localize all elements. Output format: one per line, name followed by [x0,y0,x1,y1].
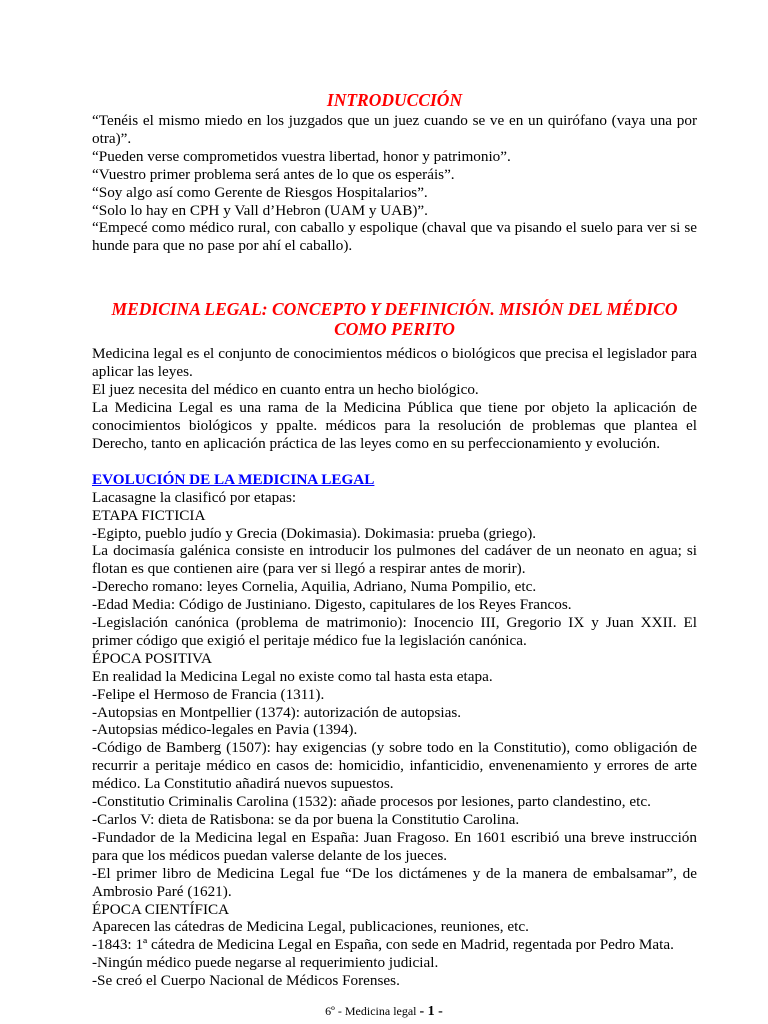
cientifica-item: -Ningún médico puede negarse al requerimiento judicial. [92,954,439,972]
page-footer [0,1004,768,1020]
medicina-legal-title: MEDICINA LEGAL: CONCEPTO Y DEFINICIÓN. MISIÓN DEL MÉDICO COMO PERITO [111,299,678,340]
ficticia-item: La docimasía galénica consiste en introducir los pulmones del cadáver de un neonato en agua; si flotan es que contienen aire (para ver si llegó a respirar antes de morir). [92,542,697,578]
intro-line: “Pueden verse comprometidos vuestra libertad, honor y patrimonio”. [92,147,511,165]
cientifica-item: Aparecen las cátedras de Medicina Legal, publicaciones, reuniones, etc. [92,918,529,936]
intro-line: “Solo lo hay en CPH y Vall d’Hebron (UAM y UAB)”. [92,201,428,219]
document-page [92,88,697,990]
medicina-paragraph: Medicina legal es el conjunto de conocimientos médicos o biológicos que precisa el legislador para aplicar las leyes. [92,345,697,381]
positiva-item: -Felipe el Hermoso de Francia (1311). [92,685,325,703]
positiva-item: En realidad la Medicina Legal no existe como tal hasta esta etapa. [92,667,493,685]
ficticia-item: -Edad Media: Código de Justiniano. Digesto, capitulares de los Reyes Francos. [92,596,572,614]
page-number: - 1 - [419,1004,443,1019]
medicina-paragraph: El juez necesita del médico en cuanto entra un hecho biológico. [92,381,479,399]
intro-title: INTRODUCCIÓN [326,90,463,110]
ficticia-item: -Derecho romano: leyes Cornelia, Aquilia, Adriano, Numa Pompilio, etc. [92,578,537,596]
footer-course: 6º - Medicina legal [325,1004,417,1018]
intro-line: “Soy algo así como Gerente de Riesgos Hospitalarios”. [92,183,428,201]
etapa-ficticia-label: ETAPA FICTICIA [92,506,206,524]
evolucion-intro: Lacasagne la clasificó por etapas: [92,488,297,506]
ficticia-item: -Legislación canónica (problema de matrimonio): Inocencio III, Gregorio IX y Juan XXII. El primer código que exigió el peritaje médico fue la legislación canónica. [92,614,697,649]
ficticia-item: -Egipto, pueblo judío y Grecia (Dokimasia). Dokimasia: prueba (griego). [92,524,537,542]
positiva-item: -Código de Bamberg (1507): hay exigencias (y sobre todo en la Constitutio), como obligación de recurrir a peritaje médico en casos de: homicidio, infanticidio, envenenamiento y errores de arte médico. La Constitutio añadirá nuevos supuestos. [92,739,697,793]
positiva-item: -Fundador de la Medicina legal en España: Juan Fragoso. En 1601 escribió una breve instrucción para que los médicos puedan valerse delante de los jueces. [92,828,697,864]
medicina-paragraph: La Medicina Legal es una rama de la Medicina Pública que tiene por objeto la aplicación de conocimientos biológicos y ppalte. médicos para la resolución de problemas que plantea el Derecho, tanto en aplicación práctica de las leyes como en su perfeccionamiento y evolución. [92,398,697,452]
cientifica-item: -Se creó el Cuerpo Nacional de Médicos Forenses. [92,972,400,990]
positiva-item: -Carlos V: dieta de Ratisbona: se da por buena la Constitutio Carolina. [92,811,520,828]
epoca-positiva-label: ÉPOCA POSITIVA [92,649,212,667]
epoca-cientifica-label: ÉPOCA CIENTÍFICA [92,900,230,918]
positiva-item: -El primer libro de Medicina Legal fue “De los dictámenes y de la manera de embalsamar”, de Ambrosio Paré (1621). [92,864,697,900]
cientifica-item: -1843: 1ª cátedra de Medicina Legal en España, con sede en Madrid, regentada por Pedro Mata. [92,936,674,954]
intro-line: “Vuestro primer problema será antes de lo que os esperáis”. [92,165,455,183]
positiva-item: -Constitutio Criminalis Carolina (1532): añade procesos por lesiones, parto clandestino, etc. [92,793,651,811]
positiva-item: -Autopsias en Montpellier (1374): autorización de autopsias. [92,703,462,721]
intro-line: “Empecé como médico rural, con caballo y espolique (chaval que va pisando el suelo para ver si se hunde para que no pase por ahí el caballo). [92,219,697,255]
positiva-item: -Autopsias médico-legales en Pavia (1394). [92,721,358,739]
intro-line: “Tenéis el mismo miedo en los juzgados que un juez cuando se ve en un quirófano (vaya una por otra)”. [92,112,697,147]
evolucion-title: EVOLUCIÓN DE LA MEDICINA LEGAL [92,470,375,488]
